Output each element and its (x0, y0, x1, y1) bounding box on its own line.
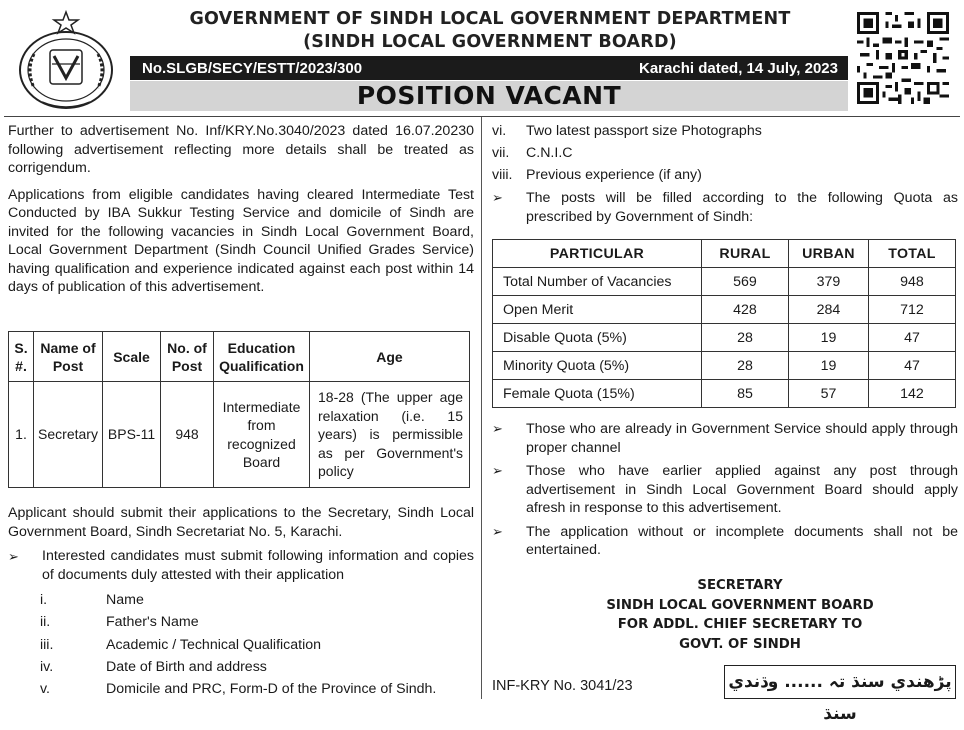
header-particular: PARTICULAR (493, 240, 702, 268)
arrow-icon: ➢ (492, 421, 503, 436)
list-item: ii. Father's Name (40, 614, 199, 631)
invitation-paragraph: Applications from eligible candidates having cleared Intermediate Test Conducted by IBA Sukkur Testing Service and domicile of Sindh are invited for the following vacancies in Sindh Local Government Board, Local Government Department (Sindh Council Unified Grades Service) having qualification and experience indicated against each post within 14 days of publication of this advertisement. (8, 186, 474, 295)
table-row: Total Number of Vacancies 569 379 948 (493, 268, 956, 296)
list-item: v. Domicile and PRC, Form-D of the Province of Sindh. (40, 681, 437, 698)
arrow-icon: ➢ (8, 549, 19, 564)
table-row: Female Quota (15%) 85 57 142 (493, 380, 956, 408)
quota-intro: The posts will be filled according to the following Quota as prescribed by Government of Sindh: (526, 190, 958, 225)
sindhi-slogan-box: پڑھندي سنڌ تہ ...... وڌندي سنڌ (724, 665, 956, 699)
list-item: vi. Two latest passport size Photographs (492, 123, 762, 139)
signatory-board: SINDH LOCAL GOVERNMENT BOARD (606, 597, 874, 613)
quota-header-row (493, 240, 956, 268)
cell-scale: BPS-11 (103, 382, 161, 488)
sindh-emblem-icon (12, 10, 120, 114)
table-row: Open Merit 428 284 712 (493, 296, 956, 324)
right-column (492, 120, 958, 226)
arrow-icon: ➢ (492, 190, 503, 205)
cell-post-count: 948 (161, 382, 214, 488)
column-divider (481, 117, 482, 699)
date-line: Karachi dated, 14 July, 2023 (639, 59, 838, 77)
cell-education: Intermediate from recognized Board (214, 382, 310, 488)
position-vacant-heading: POSITION VACANT (130, 81, 848, 111)
arrow-icon: ➢ (492, 523, 503, 539)
list-item: viii. Previous experience (if any) (492, 167, 702, 183)
signatory-title: SECRETARY (697, 578, 783, 593)
documents-list (8, 589, 474, 700)
board-title: (SINDH LOCAL GOVERNMENT BOARD) (303, 32, 677, 52)
list-item: i. Name (40, 592, 144, 608)
cell-age: 18-28 (The upper age relaxation (i.e. 15 years) is permissible as per Government's policy (310, 382, 470, 488)
post-table-header-row (9, 332, 470, 382)
note-government-service: ➢ Those who are already in Government Service should apply through proper channel (492, 421, 958, 456)
submission-address: Applicant should submit their applications to the Secretary, Sindh Local Government Board, Sindh Secretariat No. 5, Karachi. (8, 505, 474, 540)
signature-block (560, 576, 920, 654)
header-divider (4, 116, 960, 117)
header-post-name: Name of Post (34, 332, 103, 382)
note-apply-afresh: ➢ Those who have earlier applied against any post through advertisement in Sindh Local Government Board should apply afresh in response to this advertisement. (492, 463, 958, 516)
header-urban: URBAN (789, 240, 869, 268)
header-serial: S. #. (9, 332, 34, 382)
header-education: Education Qualification (214, 332, 310, 382)
quota-table (492, 239, 956, 408)
table-row: Disable Quota (5%) 28 19 47 (493, 324, 956, 352)
cell-serial: 1. (9, 382, 34, 488)
header-post-count: No. of Post (161, 332, 214, 382)
documents-bullet (8, 547, 474, 585)
department-title: GOVERNMENT OF SINDH LOCAL GOVERNMENT DEPARTMENT (189, 9, 791, 29)
table-row (9, 382, 470, 488)
qr-code-icon (856, 12, 950, 104)
header-scale: Scale (103, 332, 161, 382)
left-column (8, 120, 474, 297)
inf-number: INF-KRY No. 3041/23 (492, 678, 633, 694)
arrow-icon: ➢ (492, 463, 503, 478)
table-row: Minority Quota (5%) 28 19 47 (493, 352, 956, 380)
corrigendum-paragraph: Further to advertisement No. Inf/KRY.No.3040/2023 dated 16.07.20230 following advertisement reflecting more details shall be treated as corrigendum. (8, 123, 474, 176)
cell-post-name: Secretary (34, 382, 103, 488)
list-item: iii. Academic / Technical Qualification (40, 636, 322, 653)
notes-section (492, 420, 958, 565)
header-age: Age (310, 332, 470, 382)
post-details-table (8, 331, 470, 488)
header-total: TOTAL (869, 240, 956, 268)
list-item: iv. Date of Birth and address (40, 658, 267, 675)
note-incomplete-documents: ➢ The application without or incomplete documents shall not be entertained. (492, 523, 958, 558)
reference-bar (130, 56, 848, 80)
signatory-govt: GOVT. OF SINDH (679, 636, 801, 652)
header-rural: RURAL (702, 240, 789, 268)
header (0, 0, 964, 118)
list-item: vii. C.N.I.C (492, 145, 573, 161)
quota-intro-bullet (492, 189, 958, 226)
documents-instruction: Interested candidates must submit following information and copies of documents duly attested with their application (42, 548, 474, 583)
reference-number: No.SLGB/SECY/ESTT/2023/300 (142, 59, 363, 77)
submission-section (8, 504, 474, 700)
signatory-for: FOR ADDL. CHIEF SECRETARY TO (617, 617, 863, 632)
